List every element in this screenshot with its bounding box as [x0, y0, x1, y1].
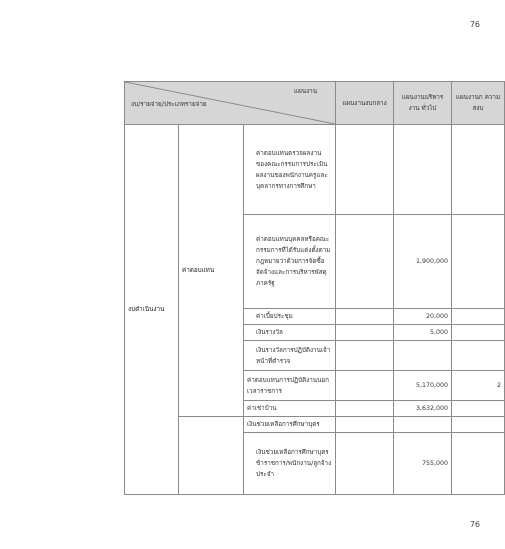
row-general-value	[336, 433, 394, 495]
header-admin-plan: แผนงานบริหารงาน ทั่วไป	[394, 82, 452, 125]
table-row	[125, 125, 505, 215]
row-general-value	[336, 215, 394, 309]
row-description: ค่าตอบแทนบุคคลหรือคณะกรรมการที่ได้รับแต่งตั้งตามกฎหมายว่าด้วยการจัดซื้อจัดจ้างและการบริหารพัสดุภาครัฐ	[244, 215, 336, 309]
row-general-value	[336, 341, 394, 371]
row-admin-value: 20,000	[394, 309, 452, 325]
row-admin-value	[394, 341, 452, 371]
header-expense-label: งบ/รายจ่าย/ประเภทรายจ่าย	[131, 101, 207, 108]
row-partial-value	[452, 125, 505, 215]
header-partial-plan: แผนงานก ความสงบ	[452, 82, 505, 125]
row-admin-value: 5,170,000	[394, 371, 452, 401]
row-admin-value	[394, 125, 452, 215]
row-description: เงินช่วยเหลือการศึกษาบุตรข้าราชการ/พนักงาน/ลูกจ้างประจำ	[244, 433, 336, 495]
table-header-row	[125, 82, 505, 125]
header-general-budget: แผนงานงบกลาง	[336, 82, 394, 125]
row-partial-value	[452, 309, 505, 325]
page-number-top: 76	[469, 20, 480, 29]
header-plan-label: แผนงาน	[294, 88, 318, 95]
row-partial-value	[452, 401, 505, 417]
row-description: ค่าตอบแทนการปฏิบัติงานนอกเวลาราชการ	[244, 371, 336, 401]
row-description: เงินรางวัล	[244, 325, 336, 341]
row-partial-value	[452, 433, 505, 495]
row-partial-value	[452, 341, 505, 371]
row-description: เงินช่วยเหลือการศึกษาบุตร	[244, 417, 336, 433]
row-admin-value	[394, 417, 452, 433]
row-admin-value: 5,000	[394, 325, 452, 341]
row-general-value	[336, 371, 394, 401]
row-description: ค่าตอบแทนตรวจผลงานของคณะกรรมการประเมินผลงานของพนักงานครูและบุคลากรทางการศึกษา	[244, 125, 336, 215]
row-admin-value: 755,000	[394, 433, 452, 495]
row-admin-value: 1,900,000	[394, 215, 452, 309]
row-partial-value: 2	[452, 371, 505, 401]
row-admin-value: 3,632,000	[394, 401, 452, 417]
row-description: ค่าเช่าบ้าน	[244, 401, 336, 417]
category-label: ค่าตอบแทน	[179, 125, 244, 417]
row-description: เงินรางวัลการปฏิบัติงานเจ้าหน้าที่ตำรวจ	[244, 341, 336, 371]
row-general-value	[336, 401, 394, 417]
header-corner-cell	[125, 82, 336, 125]
table-row	[125, 417, 505, 433]
row-general-value	[336, 309, 394, 325]
budget-table	[124, 81, 505, 495]
row-general-value	[336, 125, 394, 215]
row-partial-value	[452, 417, 505, 433]
row-partial-value	[452, 325, 505, 341]
row-general-value	[336, 325, 394, 341]
page-number-bottom: 76	[469, 520, 480, 529]
row-general-value	[336, 417, 394, 433]
budget-group-label: งบดำเนินงาน	[125, 125, 179, 495]
row-partial-value	[452, 215, 505, 309]
row-description: ค่าเบี้ยประชุม	[244, 309, 336, 325]
category-empty-cell	[179, 417, 244, 495]
